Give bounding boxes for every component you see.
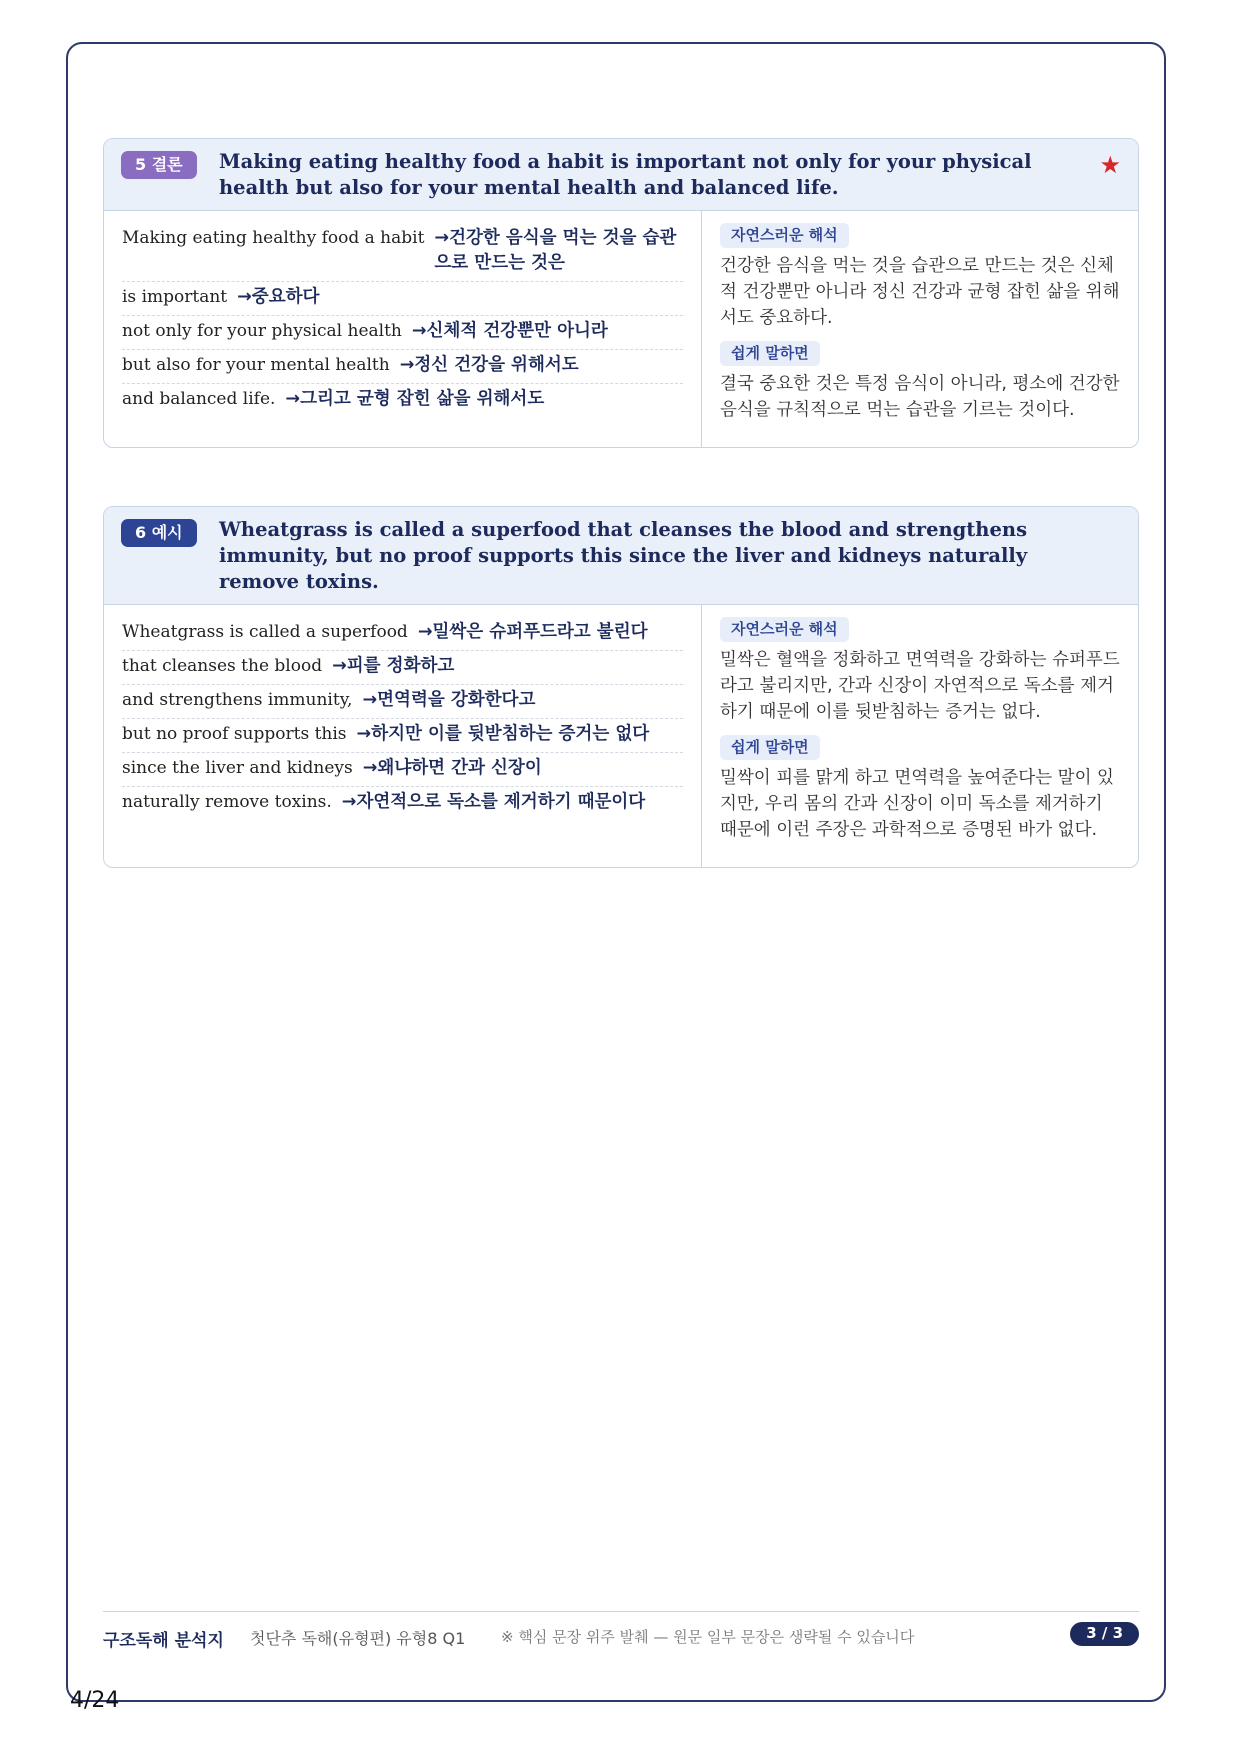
chunk-english: but also for your mental health [122, 355, 390, 375]
section-card-5 [103, 138, 1139, 448]
section-card-6 [103, 506, 1139, 868]
key-sentence: Making eating healthy food a habit is important not only for your physical health but also for your mental health and balanced life. [219, 150, 1032, 199]
chunk-row [122, 787, 683, 820]
chunk-row [122, 350, 683, 384]
chunk-row [122, 384, 683, 417]
page-index: 4/24 [70, 1688, 120, 1713]
section-badge: 6 예시 [121, 519, 197, 547]
chunk-korean: →자연적으로 독소를 제거하기 때문이다 [341, 792, 646, 812]
page-number-badge: 3 / 3 [1070, 1622, 1139, 1646]
chunk-korean: →피를 정화하고 [332, 656, 455, 676]
footer-title: 구조독해 분석지 [103, 1631, 224, 1651]
chunk-row [122, 316, 683, 350]
chunk-english: naturally remove toxins. [122, 792, 332, 812]
chunk-row [122, 753, 683, 787]
easy-explanation-text: 밀싹이 피를 맑게 하고 면역력을 높여준다는 말이 있지만, 우리 몸의 간과 신장이 이미 독소를 제거하기 때문에 이런 주장은 과학적으로 증명된 바가 없다. [720, 768, 1114, 840]
chunk-english: but no proof supports this [122, 724, 347, 744]
interpretation-panel [702, 605, 1138, 867]
chunk-english: Making eating healthy food a habit [122, 228, 425, 248]
easy-explanation-label: 쉽게 말하면 [720, 341, 820, 366]
chunk-english: and balanced life. [122, 389, 276, 409]
chunk-english: is important [122, 287, 228, 307]
chunk-korean: →왜냐하면 간과 신장이 [362, 758, 542, 778]
star-icon: ★ [1099, 151, 1121, 179]
key-sentence: Wheatgrass is called a superfood that cleanses the blood and strengthens immunity, but no proof supports this since the liver and kidneys naturally remove toxins. [219, 518, 1028, 593]
chunk-english: since the liver and kidneys [122, 758, 353, 778]
page-footer [103, 1611, 1139, 1651]
easy-explanation-text: 결국 중요한 것은 특정 음식이 아니라, 평소에 건강한 음식을 규칙적으로 먹는 습관을 기르는 것이다. [720, 374, 1120, 420]
chunk-english: not only for your physical health [122, 321, 402, 341]
easy-explanation-label: 쉽게 말하면 [720, 735, 820, 760]
chunk-korean: →중요하다 [237, 287, 320, 307]
chunk-korean: →면역력을 강화한다고 [362, 690, 536, 710]
chunk-korean: →밀싹은 슈퍼푸드라고 불린다 [417, 622, 648, 642]
chunk-korean: →정신 건강을 위해서도 [399, 355, 579, 375]
section-badge: 5 결론 [121, 151, 197, 179]
chunk-row [122, 617, 683, 651]
chunk-list [104, 211, 702, 447]
chunk-korean: →하지만 이를 뒷받침하는 증거는 없다 [356, 724, 650, 744]
natural-interpretation-text: 건강한 음식을 먹는 것을 습관으로 만드는 것은 신체적 건강뿐만 아니라 정신 건강과 균형 잡힌 삶을 위해서도 중요하다. [720, 256, 1120, 328]
chunk-korean: →그리고 균형 잡힌 삶을 위해서도 [285, 389, 545, 409]
chunk-list [104, 605, 702, 867]
section-header [104, 139, 1138, 211]
natural-interpretation-label: 자연스러운 해석 [720, 223, 849, 248]
chunk-row [122, 223, 683, 282]
natural-interpretation-text: 밀싹은 혈액을 정화하고 면역력을 강화하는 슈퍼푸드라고 불리지만, 간과 신장이 자연적으로 독소를 제거하기 때문에 이를 뒷받침하는 증거는 없다. [720, 650, 1120, 722]
chunk-row [122, 685, 683, 719]
footer-note: ※ 핵심 문장 위주 발췌 — 원문 일부 문장은 생략될 수 있습니다 [501, 1628, 915, 1646]
section-header [104, 507, 1138, 605]
interpretation-panel [702, 211, 1138, 447]
chunk-english: Wheatgrass is called a superfood [122, 622, 408, 642]
chunk-korean: →신체적 건강뿐만 아니라 [411, 321, 608, 341]
chunk-row [122, 719, 683, 753]
chunk-english: that cleanses the blood [122, 656, 323, 676]
chunk-row [122, 282, 683, 316]
footer-subtitle: 첫단추 독해(유형편) 유형8 Q1 [250, 1629, 466, 1648]
natural-interpretation-label: 자연스러운 해석 [720, 617, 849, 642]
chunk-korean: →건강한 음식을 먹는 것을 습관으로 만드는 것은 [434, 228, 677, 273]
chunk-row [122, 651, 683, 685]
chunk-english: and strengthens immunity, [122, 690, 353, 710]
